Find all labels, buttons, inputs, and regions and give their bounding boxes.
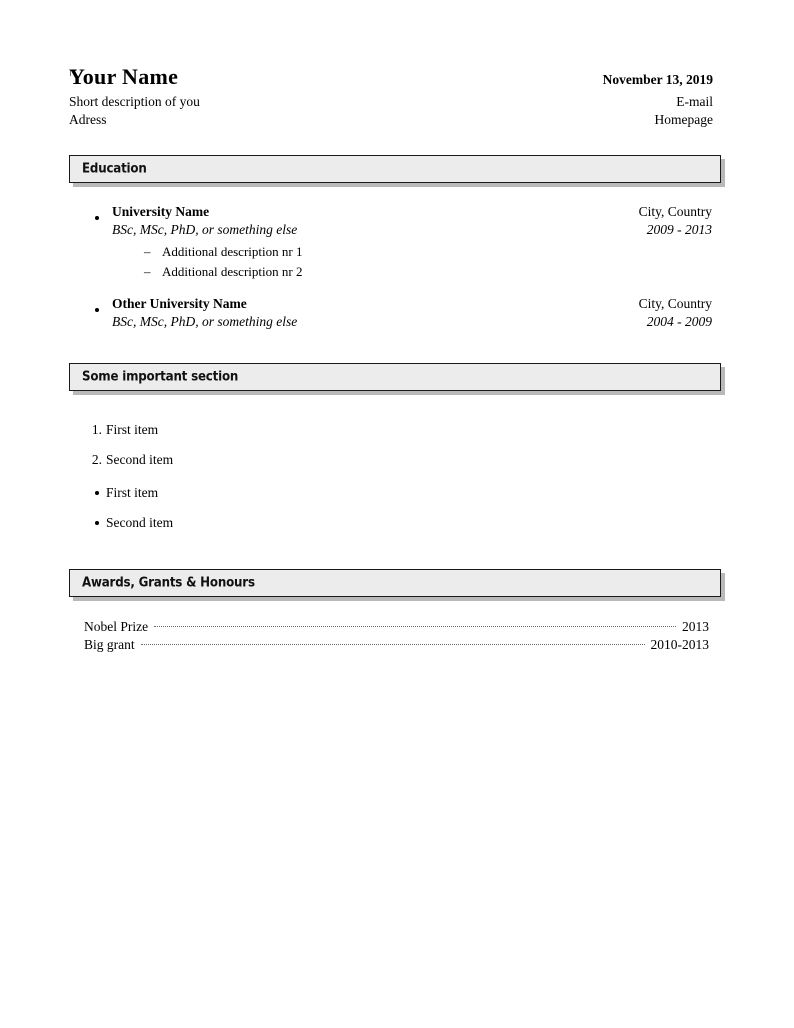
education-dates: 2009 - 2013 xyxy=(646,222,712,237)
header-date: November 13, 2019 xyxy=(602,72,713,87)
header-email-label: E-mail xyxy=(676,94,713,109)
education-detail-label: Additional description nr 2 xyxy=(162,264,303,279)
awards-list xyxy=(84,617,709,654)
education-entry-body xyxy=(112,203,712,282)
education-entry-line-primary xyxy=(112,295,712,313)
ordered-list xyxy=(84,421,684,481)
education-location: City, Country xyxy=(638,204,712,219)
en-dash-marker: – xyxy=(144,244,151,259)
list-item xyxy=(84,514,684,532)
list-item-label: Second item xyxy=(106,452,174,467)
dotted-leader xyxy=(141,636,645,650)
bulleted-list xyxy=(84,484,684,544)
header-homepage-label: Homepage xyxy=(654,111,713,127)
education-organization: University Name xyxy=(112,204,210,219)
list-item xyxy=(84,484,684,502)
list-item xyxy=(84,421,684,439)
award-value: 2010-2013 xyxy=(650,637,709,652)
education-dates: 2004 - 2009 xyxy=(646,314,712,329)
list-item-label: Second item xyxy=(106,515,174,530)
section-header-important xyxy=(69,363,721,391)
education-detail-item xyxy=(144,262,712,282)
header-subline-1 xyxy=(69,93,713,111)
list-item-label: First item xyxy=(106,485,159,500)
section-header-education xyxy=(69,155,721,183)
list-item xyxy=(84,451,684,469)
education-organization: Other University Name xyxy=(112,296,247,311)
cv-header xyxy=(69,64,713,128)
page-title: Your Name xyxy=(69,64,179,89)
award-row xyxy=(84,636,709,655)
education-entry-line-secondary xyxy=(112,221,712,239)
education-entry-body xyxy=(112,295,712,331)
section-title-awards: Awards, Grants & Honours xyxy=(82,575,255,591)
en-dash-marker: – xyxy=(144,264,151,279)
education-detail-label: Additional description nr 1 xyxy=(162,244,303,259)
education-location: City, Country xyxy=(638,296,712,311)
bullet-icon xyxy=(95,216,99,220)
section-title-education: Education xyxy=(82,161,147,177)
award-row xyxy=(84,617,709,636)
education-detail-list xyxy=(144,242,712,282)
award-name: Big grant xyxy=(84,637,135,652)
section-title-important: Some important section xyxy=(82,369,239,385)
ordered-marker: 2. xyxy=(91,452,102,467)
education-degree: BSc, MSc, PhD, or something else xyxy=(112,314,298,329)
bullet-icon xyxy=(95,308,99,312)
award-name: Nobel Prize xyxy=(84,618,149,634)
education-entry xyxy=(90,295,712,331)
ordered-marker: 1. xyxy=(91,422,102,437)
education-entry-line-primary xyxy=(112,203,712,221)
header-address: Adress xyxy=(69,111,107,127)
dotted-leader xyxy=(154,617,676,631)
header-subline-2 xyxy=(69,111,713,129)
education-degree: BSc, MSc, PhD, or something else xyxy=(112,222,298,237)
education-detail-item xyxy=(144,242,712,262)
header-description: Short description of you xyxy=(69,94,200,109)
bullet-icon xyxy=(95,491,99,495)
section-header-awards xyxy=(69,569,721,597)
award-value: 2013 xyxy=(682,618,709,634)
bullet-icon xyxy=(95,521,99,525)
education-entry xyxy=(90,203,712,282)
education-entry-line-secondary xyxy=(112,313,712,331)
list-item-label: First item xyxy=(106,422,159,437)
header-title-row xyxy=(69,64,713,93)
